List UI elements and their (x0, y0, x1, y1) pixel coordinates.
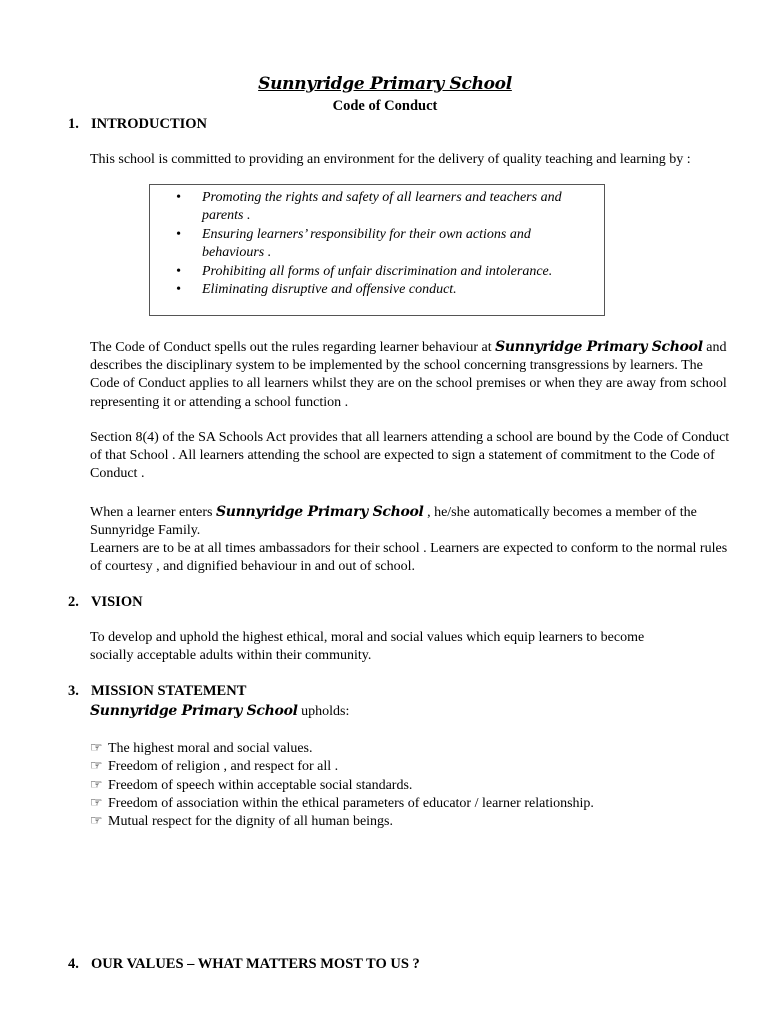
section-heading-vision (68, 594, 143, 611)
list-item-text: Eliminating disruptive and offensive conduct. (202, 282, 457, 298)
inline-school-name: Sunnyridge Primary School (495, 339, 703, 355)
section-title: INTRODUCTION (91, 116, 208, 132)
inline-school-name: Sunnyridge Primary School (90, 703, 298, 719)
section-title: MISSION STATEMENT (91, 683, 247, 699)
list-item (176, 281, 596, 299)
bullet-icon: • (176, 282, 181, 298)
paragraph-text: The Code of Conduct spells out the rules regarding learner behaviour at (90, 340, 492, 355)
mission-values-list (90, 740, 594, 831)
list-item (176, 189, 596, 226)
list-item-text: Promoting the rights and safety of all learners and teachers and parents . (202, 190, 562, 224)
paragraph-text: When a learner enters (90, 505, 213, 520)
membership-paragraph (90, 503, 730, 540)
pointing-hand-icon: ☞ (90, 741, 103, 756)
intro-lead-paragraph: This school is committed to providing an environment for the delivery of quality teaching and learning by : (90, 152, 691, 167)
list-item-text: The highest moral and social values. (108, 741, 313, 756)
list-item (90, 795, 594, 813)
list-item-text: Prohibiting all forms of unfair discrimination and intolerance. (202, 263, 553, 279)
commitment-box (149, 184, 605, 316)
section-title: VISION (91, 594, 143, 610)
section-number: 2. (68, 594, 79, 610)
bullet-icon: • (176, 263, 181, 279)
school-name-title: Sunnyridge Primary School (258, 74, 512, 94)
section-number: 1. (68, 116, 79, 132)
paragraph-text: upholds: (297, 704, 350, 719)
list-item (176, 226, 596, 263)
bullet-icon: • (176, 226, 181, 242)
pointing-hand-icon: ☞ (90, 814, 103, 830)
schools-act-paragraph: Section 8(4) of the SA Schools Act provides that all learners attending a school are bound by the Code of Conduct of that School . All learners attending the school are expected to sign a statement of commitment to the Code of Conduct . (90, 430, 730, 482)
section-heading-introduction (68, 116, 207, 133)
list-item (176, 263, 596, 281)
ambassadors-paragraph: Learners are to be at all times ambassadors for their school . Learners are expected to conform to the normal rules of courtesy , and dignified behaviour in and out of school. (90, 541, 728, 575)
vision-paragraph: To develop and uphold the highest ethical, moral and social values which equip learners to become socially acceptable adults within their community. (90, 630, 645, 664)
section-number: 4. (68, 956, 79, 972)
list-item-text: Ensuring learners’ responsibility for their own actions and behaviours . (202, 226, 531, 261)
pointing-hand-icon: ☞ (90, 759, 103, 775)
bullet-icon: • (176, 190, 181, 205)
list-item-text: Freedom of association within the ethical parameters of educator / learner relationship. (108, 795, 594, 811)
pointing-hand-icon: ☞ (90, 795, 103, 811)
inline-school-name: Sunnyridge Primary School (215, 504, 424, 520)
list-item-text: Freedom of religion , and respect for all . (108, 759, 339, 775)
section-title: OUR VALUES – WHAT MATTERS MOST TO US ? (91, 956, 420, 972)
paragraph-text: and describes the disciplinary system to be implemented by the school concerning transgressions by learners. The Code of Conduct applies to all learners whilst they are on the school premises or when they are away from school representing it or attending a school function . (90, 340, 727, 410)
section-number: 3. (68, 683, 79, 699)
list-item (90, 758, 594, 776)
section-heading-values (68, 956, 420, 973)
list-item (90, 740, 594, 758)
document-subtitle: Code of Conduct (332, 98, 438, 114)
pointing-hand-icon: ☞ (90, 777, 103, 793)
section-heading-mission (68, 683, 246, 700)
list-item-text: Freedom of speech within acceptable social standards. (108, 777, 413, 793)
list-item (90, 777, 594, 795)
code-of-conduct-paragraph (90, 338, 730, 412)
list-item-text: Mutual respect for the dignity of all human beings. (108, 814, 393, 830)
paragraph-text: , he/she automatically becomes a member of the Sunnyridge Family. (90, 505, 697, 539)
list-item (90, 813, 594, 831)
commitment-list (176, 189, 596, 299)
mission-intro (90, 703, 349, 720)
